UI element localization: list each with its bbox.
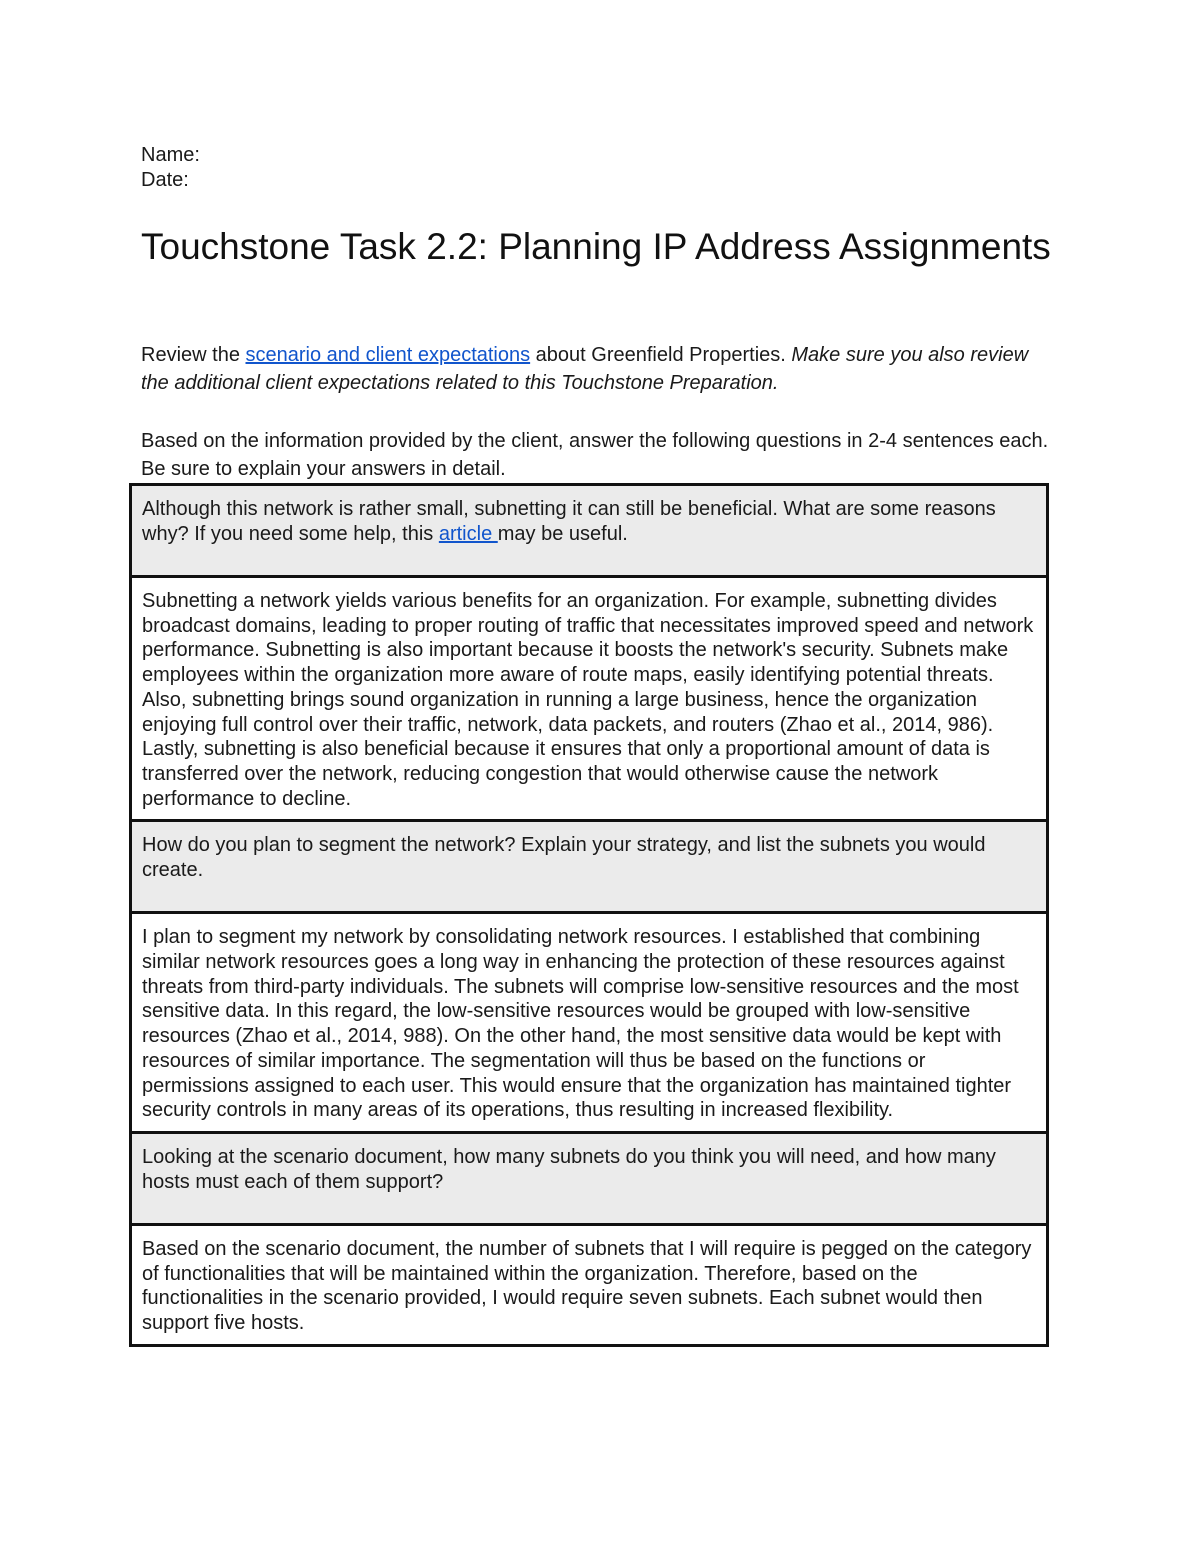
intro-middle: about Greenfield Properties. — [530, 344, 792, 366]
name-label: Name: — [141, 144, 200, 166]
intro-prefix: Review the — [141, 344, 246, 366]
question-cell: How do you plan to segment the network? Explain your strategy, and list the subnets you would create. — [131, 821, 1048, 913]
answer-row — [131, 913, 1048, 1133]
question-row — [131, 821, 1048, 913]
question-row — [131, 1132, 1048, 1224]
intro-italic-note: Make sure you also review the additional client expectations related to this Touchstone Preparation. — [141, 344, 1029, 394]
question-text: Although this network is rather small, subnetting it can still be beneficial. What are some reasons why? If you need some help, this — [142, 498, 996, 545]
article-link[interactable]: article — [438, 522, 498, 545]
question-cell — [131, 485, 1048, 577]
date-label: Date: — [141, 169, 189, 191]
question-text-suffix: may be useful. — [497, 522, 628, 545]
question-cell: Looking at the scenario document, how many subnets do you think you will need, and how many hosts must each of them support? — [131, 1132, 1048, 1224]
page-title: Touchstone Task 2.2: Planning IP Address Assignments — [141, 226, 1051, 267]
answer-row — [131, 577, 1048, 821]
qa-table — [129, 483, 1049, 1347]
scenario-link[interactable]: scenario and client expectations — [245, 344, 531, 366]
answer-cell[interactable]: Based on the scenario document, the number of subnets that I will require is pegged on the category of functionalities that will be maintained within the organization. Therefore, based on the functionalities in the scenario provided, I would require seven subnets. Each subnet would then support five hosts. — [131, 1224, 1048, 1345]
header-fields — [141, 143, 200, 193]
instructions-paragraph: Based on the information provided by the client, answer the following questions in 2-4 sentences each. Be sure to explain your answers in detail. — [141, 430, 1049, 480]
intro-paragraph — [141, 341, 1061, 397]
answer-cell[interactable]: I plan to segment my network by consolidating network resources. I established that combining similar network resources goes a long way in enhancing the protection of these resources against threats from third-party individuals. The subnets will comprise low-sensitive resources and the most sensitive data. In this regard, the low-sensitive resources would be grouped with low-sensitive resources (Zhao et al., 2014, 988). On the other hand, the most sensitive data would be kept with resources of similar importance. The segmentation will thus be based on the functions or permissions assigned to each user. This would ensure that the organization has maintained tighter security controls in many areas of its operations, thus resulting in increased flexibility. — [131, 913, 1048, 1133]
answer-row — [131, 1224, 1048, 1345]
answer-cell[interactable]: Subnetting a network yields various benefits for an organization. For example, subnetting divides broadcast domains, leading to proper routing of traffic that necessitates improved speed and network performance. Subnetting is also important because it boosts the network's security. Subnets make employees within the organization more aware of route maps, easily identifying potential threats. Also, subnetting brings sound organization in running a large business, hence the organization enjoying full control over their traffic, network, data packets, and routers (Zhao et al., 2014, 986). Lastly, subnetting is also beneficial because it ensures that only a proportional amount of data is transferred over the network, reducing congestion that would otherwise cause the network performance to decline. — [131, 577, 1048, 821]
question-row — [131, 485, 1048, 577]
